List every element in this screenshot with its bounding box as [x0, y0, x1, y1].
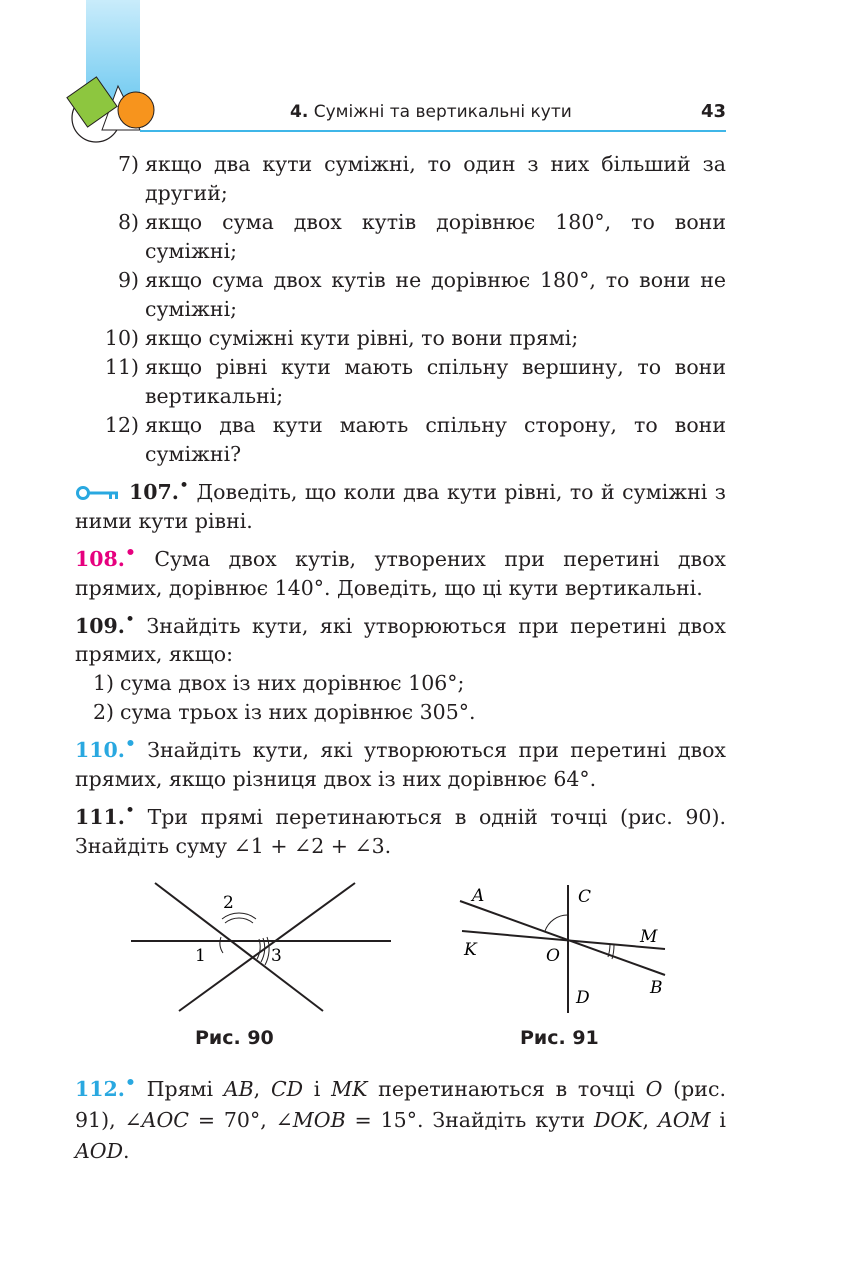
list-item [75, 266, 726, 324]
list-item-number: 7) [117, 152, 139, 176]
list-item [75, 411, 726, 469]
sub-item [75, 669, 726, 698]
problem-112 [75, 1068, 726, 1167]
math-var: MOB [292, 1107, 346, 1132]
math-var: AOC [141, 1107, 189, 1132]
math-var: O [645, 1076, 663, 1101]
sub-item-text: сума трьох із них дорівнює 305°. [120, 700, 476, 725]
problem-text-part: = 15°. Знайдіть кути [345, 1107, 594, 1132]
key-icon [75, 485, 121, 501]
page-header [140, 100, 726, 132]
problem-text-part: = 70°, ∠ [188, 1107, 293, 1132]
angle-label-1: 1 [195, 946, 206, 966]
difficulty-mark: • [124, 609, 136, 630]
figure-90-caption: Рис. 90 [195, 1027, 274, 1049]
problem-text-part: . [123, 1138, 130, 1163]
figure-91-diagram [450, 875, 690, 1020]
problem-108 [75, 539, 726, 603]
math-var: MK [331, 1076, 368, 1101]
list-item-number: 12) [104, 413, 139, 437]
problem-text-part: , [253, 1076, 271, 1101]
list-item [75, 150, 726, 208]
problem-number: 111. [75, 805, 125, 830]
list-item-number: 10) [104, 326, 139, 350]
problem-text: Три прямі перетинаються в одній точці (рис. 90). Знайдіть суму ∠1 + ∠2 + ∠3. [75, 805, 726, 859]
problem-number: 109. [75, 613, 125, 638]
angle-arc-2a [225, 918, 253, 923]
list-item-text: якщо суміжні кути рівні, то вони прямі; [145, 326, 579, 350]
problem-text: Сума двох кутів, утворених при перетині двох прямих, дорівнює 140°. Доведіть, що ці кути вертикальні. [75, 546, 726, 600]
list-item-text: якщо два кути мають спільну сторону, то вони суміжні? [145, 413, 726, 466]
problem-text-part: Прямі [146, 1076, 224, 1101]
problem-text: Знайдіть кути, які утворюються при перетині двох прямих, якщо: [75, 613, 726, 667]
problem-111 [75, 797, 726, 861]
sub-item-text: сума двох із них дорівнює 106°; [120, 671, 465, 696]
point-label-D: D [576, 988, 590, 1008]
chapter-title [290, 102, 572, 122]
problem-number: 110. [75, 738, 125, 763]
chapter-title-text: Суміжні та вертикальні кути [313, 102, 572, 122]
angle-label-2: 2 [223, 893, 234, 913]
problem-number: 108. [75, 546, 125, 571]
problem-text-part: (рис. 91), ∠ [75, 1076, 726, 1132]
line-KM [462, 931, 665, 949]
problem-text-part: перетинаються в точці [367, 1076, 646, 1101]
math-var: AOM [657, 1107, 711, 1132]
list-item-text: якщо сума двох кутів дорівнює 180°, то вони суміжні; [145, 210, 726, 263]
difficulty-mark: • [124, 1073, 136, 1093]
point-label-A: A [472, 886, 485, 906]
angle-arc-1 [220, 937, 223, 953]
list-item-text: якщо рівні кути мають спільну вершину, то вони вертикальні; [145, 355, 726, 408]
angle-label-3: 3 [271, 946, 282, 966]
sub-item [75, 698, 726, 727]
list-item-number: 9) [117, 268, 139, 292]
problem-text-part: , [642, 1107, 658, 1132]
problem-109 [75, 606, 726, 728]
problem-text: Доведіть, що коли два кути рівні, то й суміжні з ними кути рівні. [75, 479, 726, 533]
problem-text-part: і [303, 1076, 332, 1101]
sub-item-number: 1) [92, 671, 114, 696]
list-item [75, 353, 726, 411]
point-label-K: K [464, 940, 477, 960]
page-content [75, 150, 726, 861]
page-number: 43 [700, 101, 726, 122]
math-var: CD [270, 1076, 304, 1101]
problem-107 [75, 472, 726, 536]
line-diagonal-1 [155, 883, 323, 1011]
math-var: AOD [75, 1138, 124, 1163]
list-item [75, 208, 726, 266]
difficulty-mark: • [124, 542, 136, 563]
problem-text: Знайдіть кути, які утворюються при перетині двох прямих, якщо різниця двох із них дорівнює 64°. [75, 738, 726, 792]
point-label-O: O [546, 946, 560, 966]
chapter-number: 4. [290, 102, 309, 122]
difficulty-mark: • [124, 734, 136, 755]
problem-110 [75, 730, 726, 794]
angle-arc-AOC [545, 915, 568, 931]
list-item-text: якщо два кути суміжні, то один з них більший за другий; [145, 152, 726, 205]
math-var: AB [223, 1076, 254, 1101]
list-item [75, 324, 726, 353]
difficulty-mark: • [178, 476, 190, 496]
list-item-number: 11) [104, 355, 139, 379]
problem-number: 112. [75, 1076, 125, 1101]
list-item-text: якщо сума двох кутів не дорівнює 180°, то вони не суміжні; [145, 268, 726, 321]
math-var: DOK [593, 1107, 643, 1132]
problem-number: 107. [129, 479, 179, 504]
point-label-B: B [650, 978, 663, 998]
figure-90-diagram [125, 875, 405, 1015]
difficulty-mark: • [124, 801, 136, 822]
point-label-M: M [640, 927, 658, 947]
figures-area [75, 875, 726, 1060]
problem-text-part: і [710, 1107, 726, 1132]
line-AB [460, 901, 665, 975]
list-item-number: 8) [117, 210, 139, 234]
figure-91-caption: Рис. 91 [520, 1027, 599, 1049]
sub-item-number: 2) [92, 700, 114, 725]
point-label-C: C [578, 887, 592, 907]
